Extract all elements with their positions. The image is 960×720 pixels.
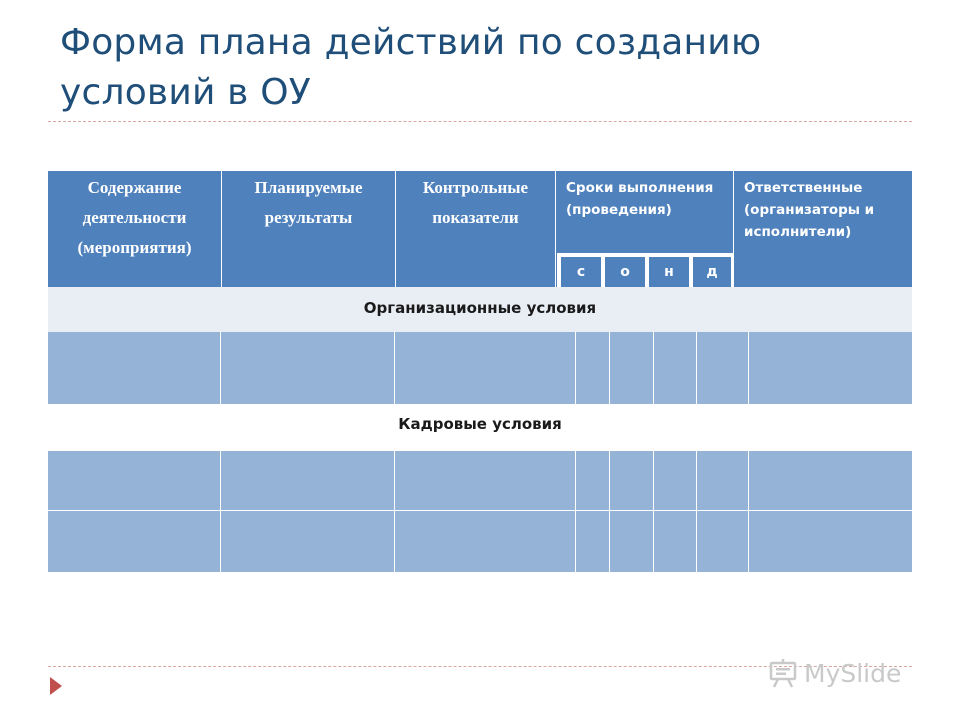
table-cell [221,511,395,572]
triangle-marker-icon [50,677,62,695]
watermark-text: MySlide [804,658,902,688]
table-cell [221,332,395,405]
table-cell [610,511,654,572]
table-cell [610,451,654,511]
header-control-indicators: Контрольные показатели [396,171,556,287]
table-cell [395,511,576,572]
table-cell [395,332,576,405]
subheader-d: д [693,257,731,287]
table-cell [654,332,697,405]
table-cell [654,451,697,511]
action-plan-table [48,171,912,572]
subheader-n: н [649,257,689,287]
subheader-s: с [561,257,601,287]
table-cell [576,332,610,405]
presentation-board-icon [768,657,798,689]
table-cell [576,451,610,511]
section-organizational: Организационные условия [48,287,912,332]
table-cell [48,451,221,511]
table-cell [610,332,654,405]
header-activity: Содержание деятельности (мероприятия) [48,171,222,287]
section-staffing: Кадровые условия [48,405,912,451]
subheader-o: о [605,257,645,287]
table-cell [749,332,912,405]
table-cell [576,511,610,572]
table-cell [221,451,395,511]
table-cell [395,451,576,511]
header-planned-results: Планируемые результаты [222,171,396,287]
deadline-subheader-row [557,253,733,287]
table-cell [749,511,912,572]
table-cell [654,511,697,572]
table-cell [749,451,912,511]
header-responsible: Ответственные (организаторы и исполнители) [734,171,912,287]
title-divider [48,121,912,122]
table-cell [697,511,749,572]
table-cell [697,332,749,405]
watermark [768,653,901,693]
header-deadlines: Сроки выполнения (проведения) [556,171,734,287]
table-cell [697,451,749,511]
table-cell [48,511,221,572]
table-cell [48,332,221,405]
slide-title: Форма плана действий по созданию условий в ОУ [60,22,762,113]
